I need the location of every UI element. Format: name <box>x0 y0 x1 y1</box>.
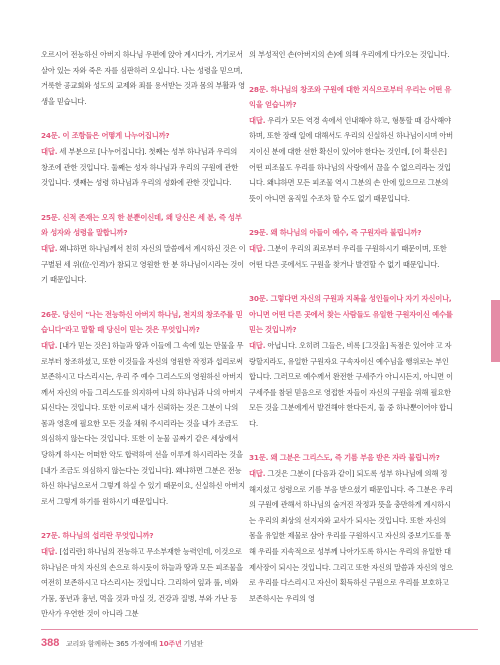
question-27: 27문. 하나님의 섭리란 무엇입니까? <box>41 531 154 541</box>
question-26: 26문. 당신이 "나는 전능하신 아버지 하나님, 천지의 창조주를 믿습니다"라고 말할 때 당신이 믿는 것은 무엇입니까? <box>41 309 243 335</box>
answer-text: [섭리란] 하나님의 전능하고 무소부재한 능력인데, 이것으로 하나님은 마치 자신의 손으로 하시듯이 하늘과 땅과 모든 피조물을 여전히 보존하시고 다스리시는 것입니다. 그리하여 잎과 풀, 비와 가뭄, 풍년과 흉년, 먹을 것과 마실 것, 건강과 질병, 부와 가난 등 만사가 우연한 것이 아니라 그분 <box>41 547 243 619</box>
answer-label: 대답. <box>41 547 58 557</box>
book-title <box>66 639 203 649</box>
book-title-suffix: 기념판 <box>181 640 204 648</box>
page-edge-tab <box>491 300 500 362</box>
book-title-prefix: 교리와 함께하는 365 가정예배 <box>66 640 160 648</box>
answer-label: 대답. <box>41 243 58 253</box>
right-column <box>249 47 454 615</box>
book-title-highlight: 10주년 <box>159 640 182 648</box>
question-30: 30문. 그렇다면 자신의 구원과 지복을 성인들이나 자기 자신이나, 아니면 어떤 다른 곳에서 찾는 사람들도 유일한 구원자이신 예수를 믿는 것입니까? <box>249 294 453 335</box>
answer-text: 우리가 모든 역경 속에서 인내해야 하고, 형통할 때 감사해야 하며, 또한 장래 일에 대해서도 우리의 신실하신 하나님이시며 아버지이신 분에 대한 선한 확신이 있어야 한다는 것인데, [이 확신은] 어떤 피조물도 우리를 하나님의 사랑에서 끊을 수 없으리라는 것입니다. 왜냐하면 모든 피조물 역시 그분의 손 안에 있으므로 그분의 뜻이 아니면 움직일 수조차 할 수도 없기 때문입니다. <box>249 115 453 203</box>
answer-label: 대답. <box>41 146 58 156</box>
answer-text: 세 부분으로 [나누어집니다]. 첫째는 성부 하나님과 우리의 창조에 관한 것입니다. 둘째는 성자 하나님과 우리의 구원에 관한 것입니다. 셋째는 성령 하나님과 우리의 성화에 관한 것입니다. <box>41 146 239 188</box>
left-column <box>41 47 246 631</box>
question-29: 29문. 왜 하나님의 아들이 예수, 즉 구원자라 불립니까? <box>249 228 422 238</box>
answer-text: [내가 믿는 것은] 하늘과 땅과 이들에 그 속에 있는 만물을 무로부터 창조하셨고, 또한 이것들을 자신의 영원한 작정과 섭리로써 보존하시고 다스리시는, 우리 주 예수 그리스도의 영원하신 아버지께서 자신의 아들 그리스도를 의지하여 나의 하나님과 나의 아버지 되신다는 것입니다. 또한 이로써 내가 신뢰하는 것은 그분이 나의 몸과 영혼에 필요한 모든 것을 채워 주시리라는 것을 내가 조금도 의심하지 않는다는 것입니다. 또한 이 눈물 골짜기 같은 세상에서 당하게 하시는 어떠한 악도 합력하여 선을 이루게 하시리라는 것을 [내가 조금도 의심하지 않는다는 것입니다]. 왜냐하면 그분은 전능하신 하나님으로서 그렇게 하실 수 있기 때문이요, 신실하신 아버지로서 그렇게 하기를 원하시기 때문입니다. <box>41 340 245 506</box>
answer-28 <box>249 113 454 207</box>
answer-30 <box>249 338 454 432</box>
answer-29 <box>249 241 454 272</box>
footer-divider <box>41 629 478 630</box>
answer-label: 대답. <box>249 115 266 125</box>
answer-25 <box>41 241 246 288</box>
answer-24 <box>41 144 246 191</box>
answer-text: 그것은 그분이 [다음과 같이] 되도록 성부 하나님에 의해 정해지셨고 성령으로 기름 부음 받으셨기 때문입니다. 즉 그분은 우리의 구원에 관해서 하나님의 숨겨진 작정과 뜻을 충만하게 계시하시는 우리의 최상의 선지자와 교사가 되시는 것입니다. 또한 자신의 몸을 유일한 제물로 삼아 우리를 구원하시고 자신의 중보기도를 통해 우리를 지속적으로 성부께 나아가도록 하시는 우리의 유일한 대제사장이 되시는 것입니다. 그리고 또한 자신의 말씀과 자신의 영으로 우리를 다스리시고 자신이 획득하신 구원으로 우리를 보호하고 보존하시는 우리의 영 <box>249 469 453 603</box>
answer-label: 대답. <box>41 340 58 350</box>
question-24: 24문. 이 조항들은 어떻게 나누어집니까? <box>41 131 170 141</box>
answer-text: 그분이 우리의 죄로부터 우리를 구원하시기 때문이며, 또한 어떤 다른 곳에서도 구원을 찾거나 발견할 수 없기 때문입니다. <box>249 243 447 269</box>
page-number: 388 <box>41 637 60 649</box>
answer-31 <box>249 466 454 606</box>
question-31: 31문. 왜 그분은 그리스도, 즉 기름 부음 받은 자라 불립니까? <box>249 453 440 463</box>
answer-label: 대답. <box>249 340 266 350</box>
answer-label: 대답. <box>249 469 266 479</box>
answer-label: 대답. <box>249 243 266 253</box>
page-footer <box>0 629 500 665</box>
answer-27 <box>41 544 246 622</box>
answer-27-continued: 의 부성적인 손(아버지의 손)에 의해 우리에게 다가오는 것입니다. <box>249 50 450 59</box>
intro-paragraph: 오르시어 전능하신 아버지 하나님 우편에 앉아 계시다가, 거기로서 살아 있는 자와 죽은 자를 심판하러 오십니다. 나는 성령을 믿으며, 거룩한 공교회와 성도의 교제와 죄를 용서받는 것과 몸의 부활과 영생을 믿습니다. <box>41 50 245 106</box>
answer-26 <box>41 338 246 510</box>
question-25: 25문. 신적 존재는 오직 한 분뿐이신데, 왜 당신은 세 분, 즉 성부와 성자와 성령을 말합니까? <box>41 212 242 238</box>
answer-text: 아닙니다. 오히려 그들은, 비록 [그것을] 독점은 있어야 고 자랑할지라도, 유일한 구원자요 구속자이신 예수님을 행위로는 부인합니다. 그러므로 예수께서 완전한 구세주가 아니시든지, 아니면 이 구세주를 참된 믿음으로 영접한 자들이 자신의 구원을 위해 필요한 모든 것을 그분에게서 발견해야 한다든지, 둘 중 하나뿐이어야 합니다. <box>249 340 453 428</box>
question-28: 28문. 하나님의 창조와 구원에 대한 지식으로부터 우리는 어떤 유익을 얻습니까? <box>249 84 452 110</box>
answer-text: 왜냐하면 하나님께서 친히 자신의 말씀에서 계시하신 것은 이 구별된 세 위(位-인격)가 참되고 영원한 한 분 하나님이시라는 것이기 때문입니다. <box>41 243 246 285</box>
